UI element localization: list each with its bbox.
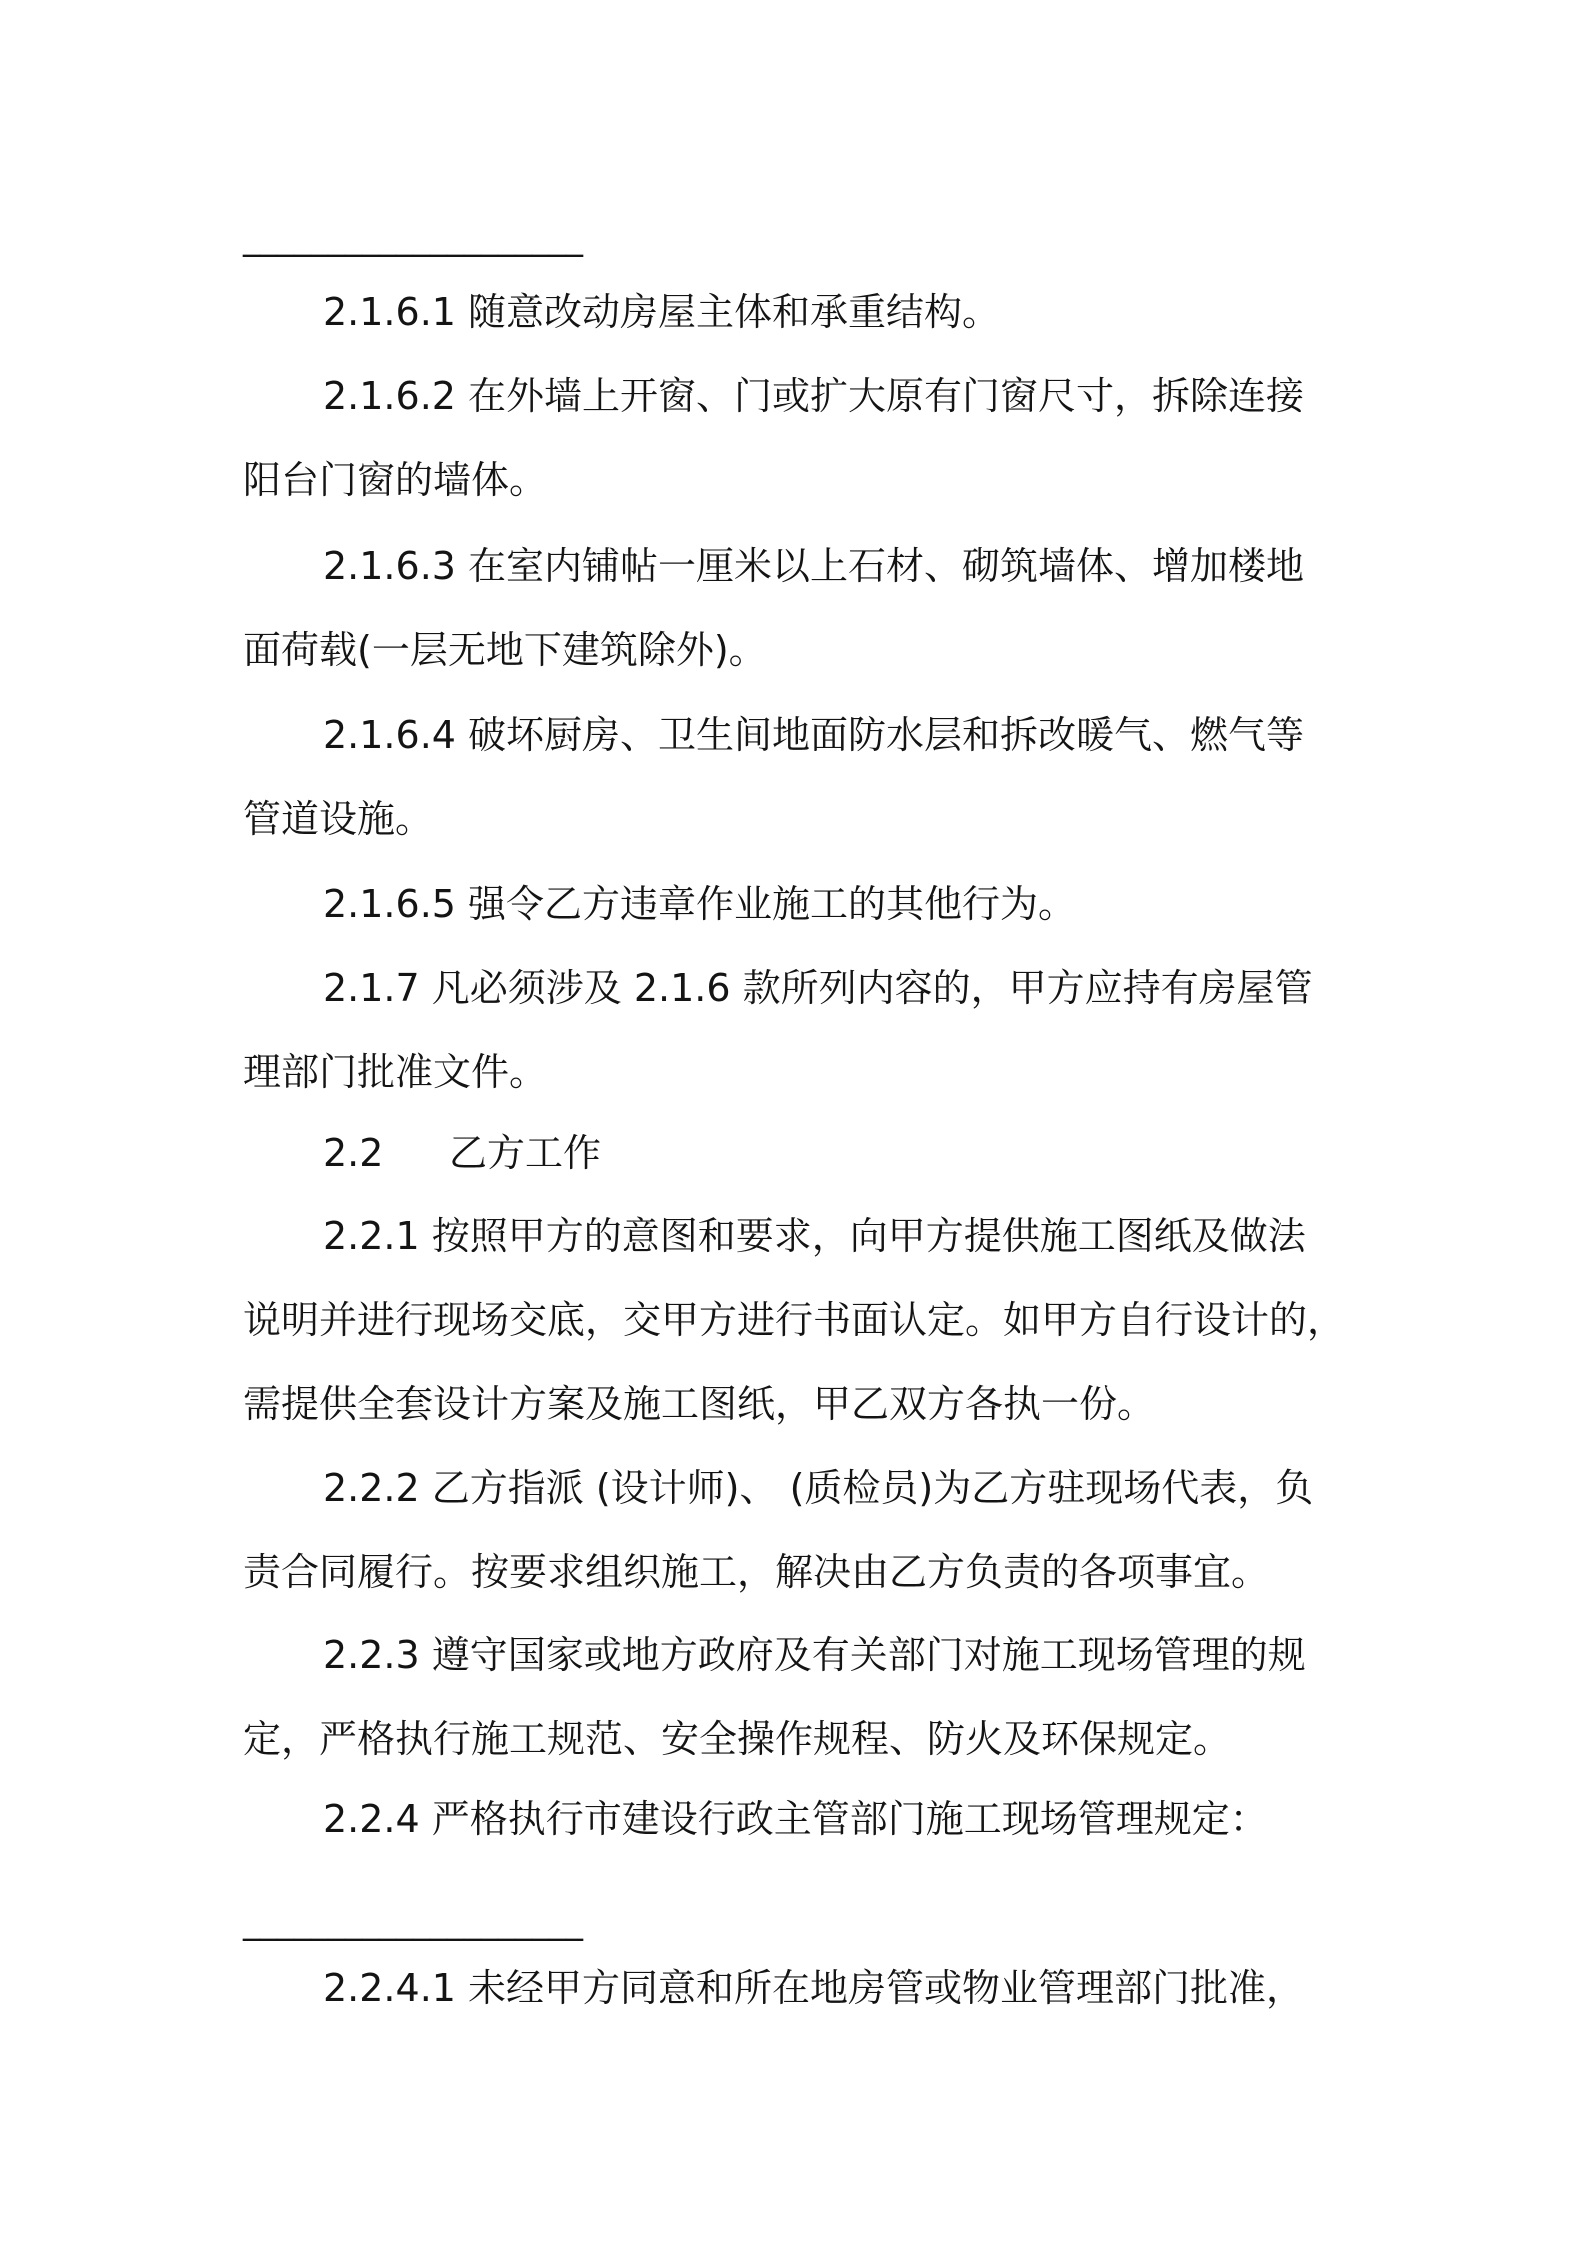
fill-in-blank-line: ____________________: [243, 1902, 583, 1942]
clause-2-1-6-5: [243, 862, 1351, 946]
clause-text: 需提供全套设计方案及施工图纸，甲乙双方各执一份。: [243, 1382, 1156, 1426]
section-number: 2.2: [323, 1131, 384, 1175]
clause-2-1-6-3: [243, 524, 1351, 692]
clause-2-2-4-1: [243, 1946, 1351, 2030]
clause-2-1-6-2: [243, 354, 1351, 522]
section-heading-line: [243, 1111, 1351, 1195]
clause-text: 2.1.6.5 强令乙方违章作业施工的其他行为。: [323, 882, 1077, 926]
section-heading-2-2: [243, 1111, 1351, 1195]
clause-2-1-7: [243, 946, 1351, 1114]
clause-text: 2.2.4 严格执行市建设行政主管部门施工现场管理规定：: [323, 1797, 1268, 1841]
clause-text: 说明并进行现场交底，交甲方进行书面认定。如甲方自行设计的，: [243, 1298, 1346, 1342]
clause-text: 2.1.6.2 在外墙上开窗、门或扩大原有门窗尺寸，拆除连接: [323, 374, 1305, 418]
clause-text: 责合同履行。按要求组织施工，解决由乙方负责的各项事宜。: [243, 1550, 1270, 1594]
clause-text: 2.1.6.3 在室内铺帖一厘米以上石材、砌筑墙体、增加楼地: [323, 544, 1305, 588]
clause-text: 管道设施。: [243, 797, 434, 841]
clause-text: 2.2.3 遵守国家或地方政府及有关部门对施工现场管理的规: [323, 1633, 1306, 1677]
clause-text: 2.1.7 凡必须涉及 2.1.6 款所列内容的，甲方应持有房屋管: [323, 966, 1313, 1010]
clause-text: 定，严格执行施工规范、安全操作规程、防火及环保规定。: [243, 1717, 1232, 1761]
clause-2-2-3: [243, 1613, 1351, 1781]
clause-text: 阳台门窗的墙体。: [243, 458, 548, 502]
clause-2-1-6-1: [243, 270, 1351, 354]
clause-text: 2.2.4.1 未经甲方同意和所在地房管或物业管理部门批准，: [323, 1966, 1305, 2010]
clause-text: 面荷载(一层无地下建筑除外)。: [243, 628, 767, 672]
clause-text: 2.2.1 按照甲方的意图和要求，向甲方提供施工图纸及做法: [323, 1214, 1306, 1258]
fill-in-blank-line: ____________________: [243, 218, 583, 258]
clause-text: 理部门批准文件。: [243, 1050, 548, 1094]
clause-2-2-1: [243, 1194, 1351, 1446]
clause-text: 2.1.6.4 破坏厨房、卫生间地面防水层和拆改暖气、燃气等: [323, 713, 1305, 757]
clause-2-2-2: [243, 1446, 1351, 1614]
clause-2-1-6-4: [243, 693, 1351, 861]
clause-2-2-4: [243, 1777, 1351, 1861]
section-title: 乙方工作: [449, 1131, 602, 1175]
clause-text: 2.2.2 乙方指派 (设计师)、 (质检员)为乙方驻现场代表，负: [323, 1466, 1314, 1510]
clause-text: 2.1.6.1 随意改动房屋主体和承重结构。: [323, 290, 1001, 334]
